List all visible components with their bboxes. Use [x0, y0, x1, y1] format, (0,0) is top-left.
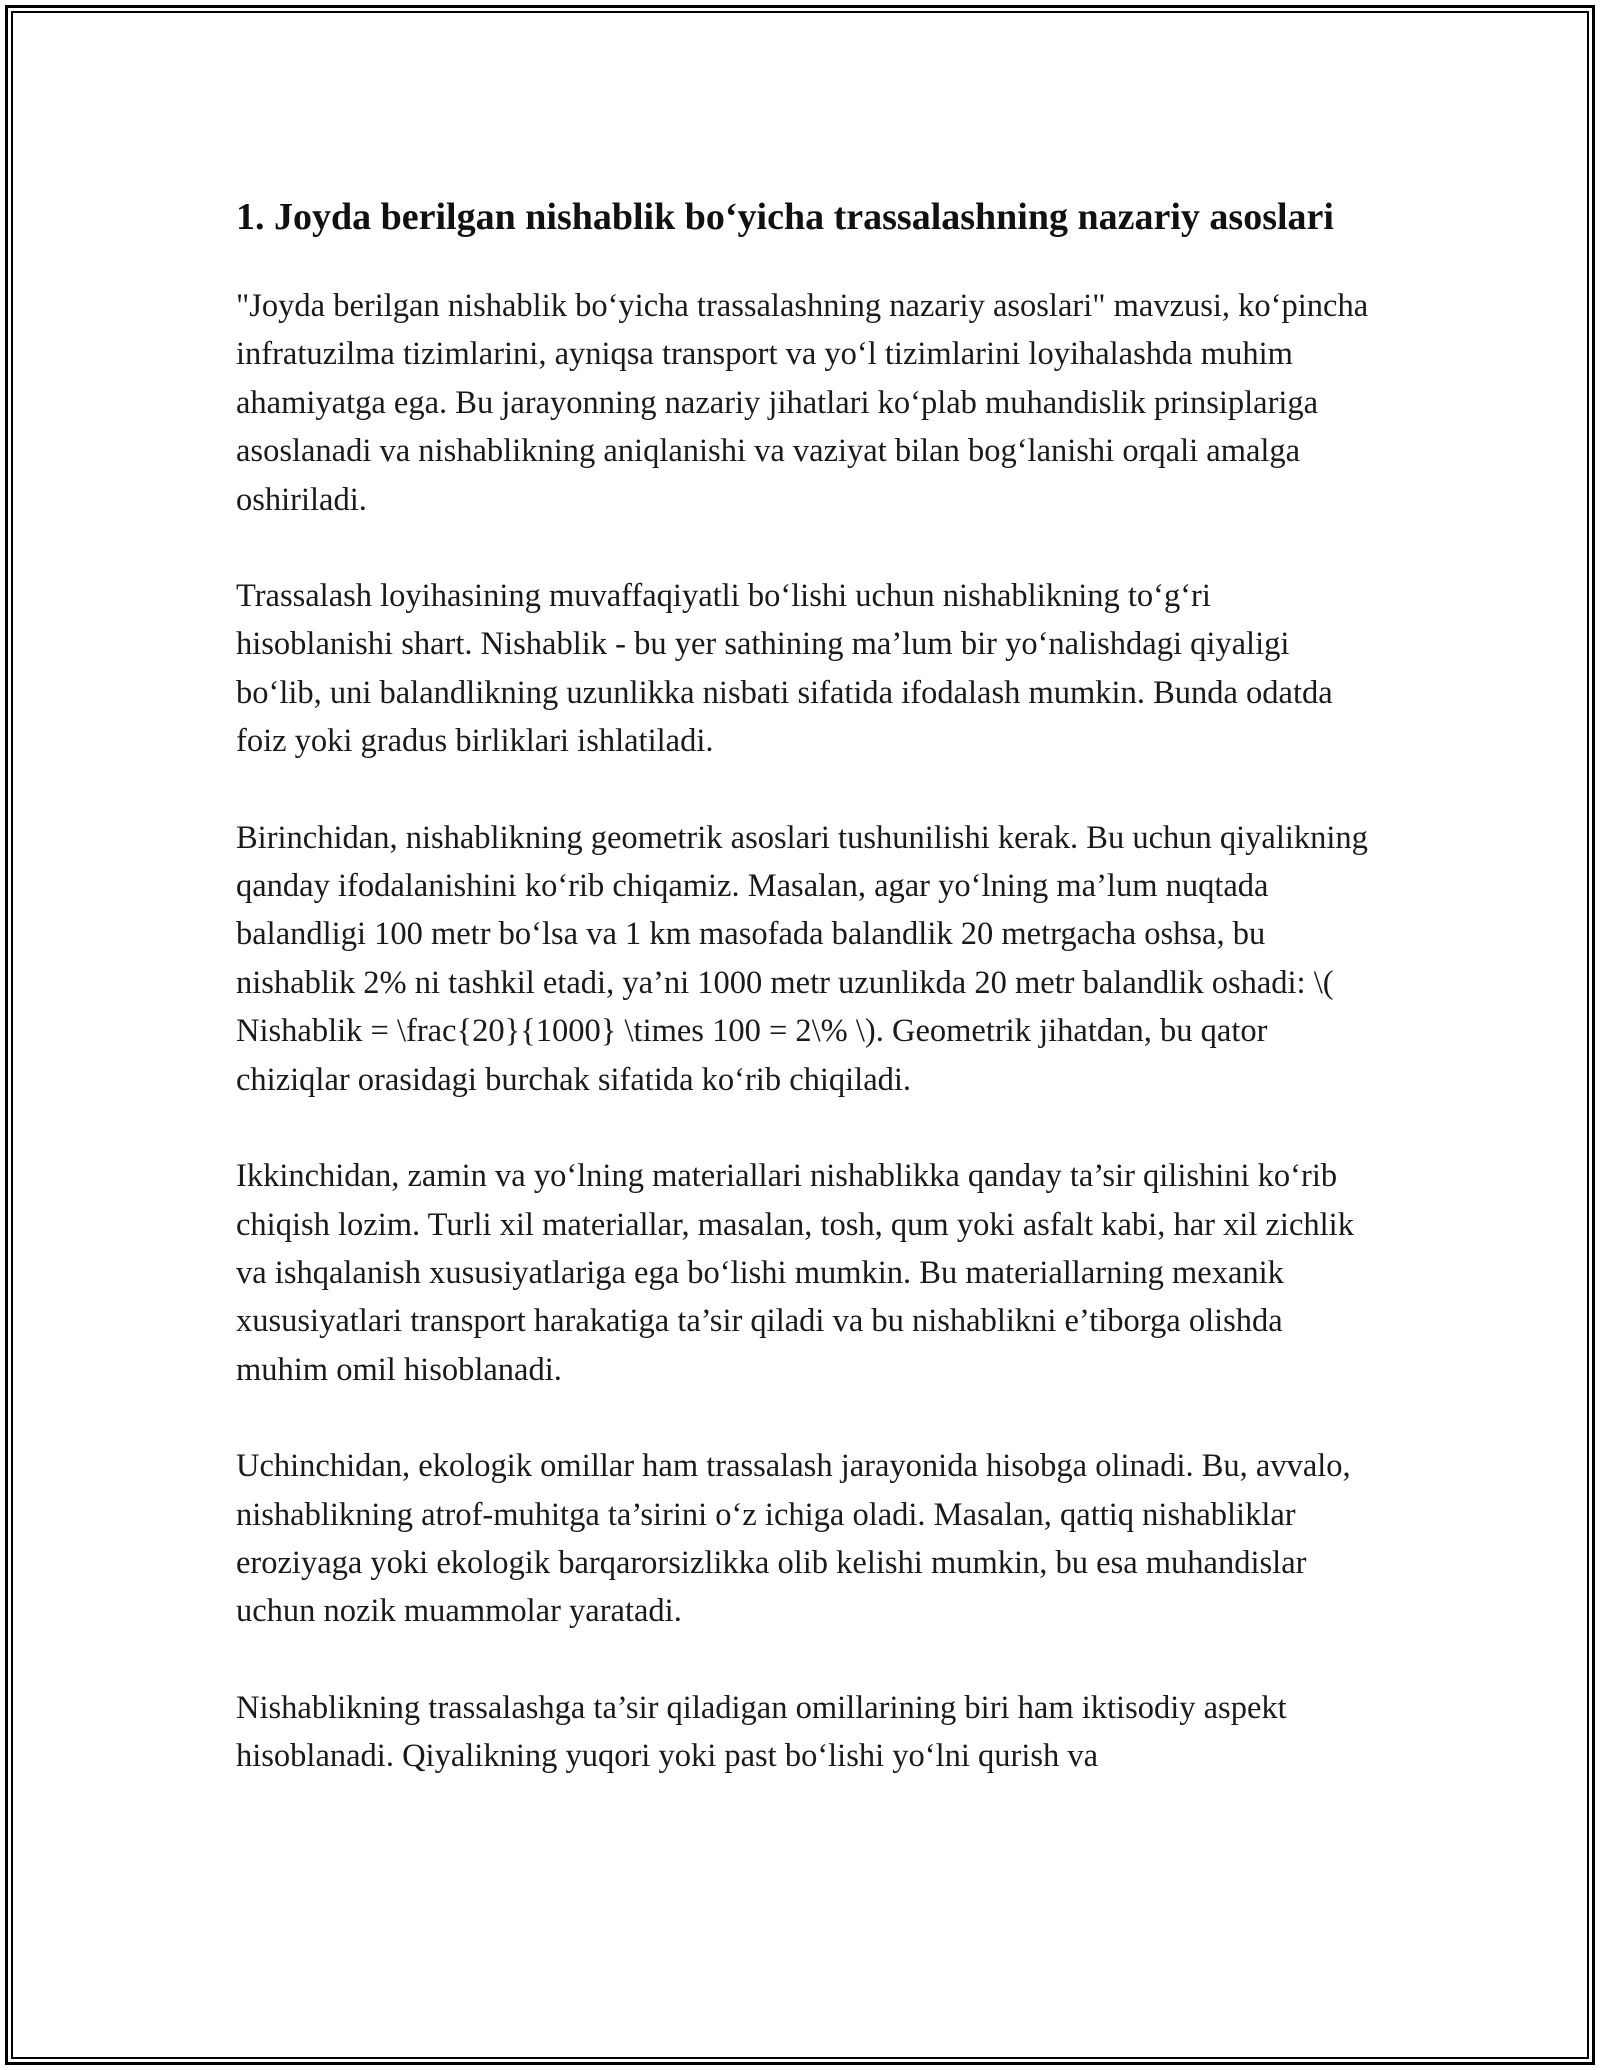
- document-body: [236, 190, 1376, 1829]
- paragraph-economic-aspect: Nishablikning trassalashga ta’sir qiladigan omillarining biri ham iktisodiy aspekt hisoblanadi. Qiyalikning yuqori yoki past bo‘lishi yo‘lni qurish va: [236, 1689, 1287, 1775]
- paragraph-materials: Ikkinchidan, zamin va yo‘lning materiallari nishablikka qanday ta’sir qilishini ko‘rib chiqish lozim. Turli xil materiallar, masalan, tosh, qum yoki asfalt kabi, har xil zichlik va ishqalanish xususiyatlariga ega bo‘lishi mumkin. Bu materiallarning mexanik xususiyatlari transport harakatiga ta’sir qiladi va bu nishablikni e’tiborga olishda muhim omil hisoblanadi.: [236, 1158, 1354, 1388]
- paragraph-intro: "Joyda berilgan nishablik bo‘yicha trassalashning nazariy asoslari" mavzusi, ko‘pincha infratuzilma tizimlarini, ayniqsa transport va yo‘l tizimlarini loyihalashda muhim ahamiyatga ega. Bu jarayonning nazariy jihatlari ko‘plab muhandislik prinsiplariga asoslanadi va nishablikning aniqlanishi va vaziyat bilan bog‘lanishi orqali amalga oshiriladi.: [236, 288, 1369, 518]
- paragraph-slope-definition: Trassalash loyihasining muvaffaqiyatli bo‘lishi uchun nishablikning to‘g‘ri hisoblanishi shart. Nishablik - bu yer sathining ma’lum bir yo‘nalishdagi qiyaligi bo‘lib, uni balandlikning uzunlikka nisbati sifatida ifodalash mumkin. Bunda odatda foiz yoki gradus birliklari ishlatiladi.: [236, 578, 1333, 760]
- paragraph-ecological-factors: Uchinchidan, ekologik omillar ham trassalash jarayonida hisobga olinadi. Bu, avvalo, nishablikning atrof-muhitga ta’sirini o‘z ichiga oladi. Masalan, qattiq nishabliklar eroziyaga yoki ekologik barqarorsizlikka olib kelishi mumkin, bu esa muhandislar uchun nozik muammolar yaratadi.: [236, 1448, 1351, 1630]
- page-title: 1. Joyda berilgan nishablik bo‘yicha trassalashning nazariy asoslari: [236, 196, 1334, 238]
- paragraph-geometric-basis: Birinchidan, nishablikning geometrik asoslari tushunilishi kerak. Bu uchun qiyalikning qanday ifodalanishini ko‘rib chiqamiz. Masalan, agar yo‘lning ma’lum nuqtada balandligi 100 metr bo‘lsa va 1 km masofada balandlik 20 metrgacha oshsa, bu nishablik 2% ni tashkil etadi, ya’ni 1000 metr uzunlikda 20 metr balandlik oshadi: \( Nishablik = \frac{20}{1000} \times 100 = 2\% \). Geometrik jihatdan, bu qator chiziqlar orasidagi burchak sifatida ko‘rib chiqiladi.: [236, 819, 1368, 1098]
